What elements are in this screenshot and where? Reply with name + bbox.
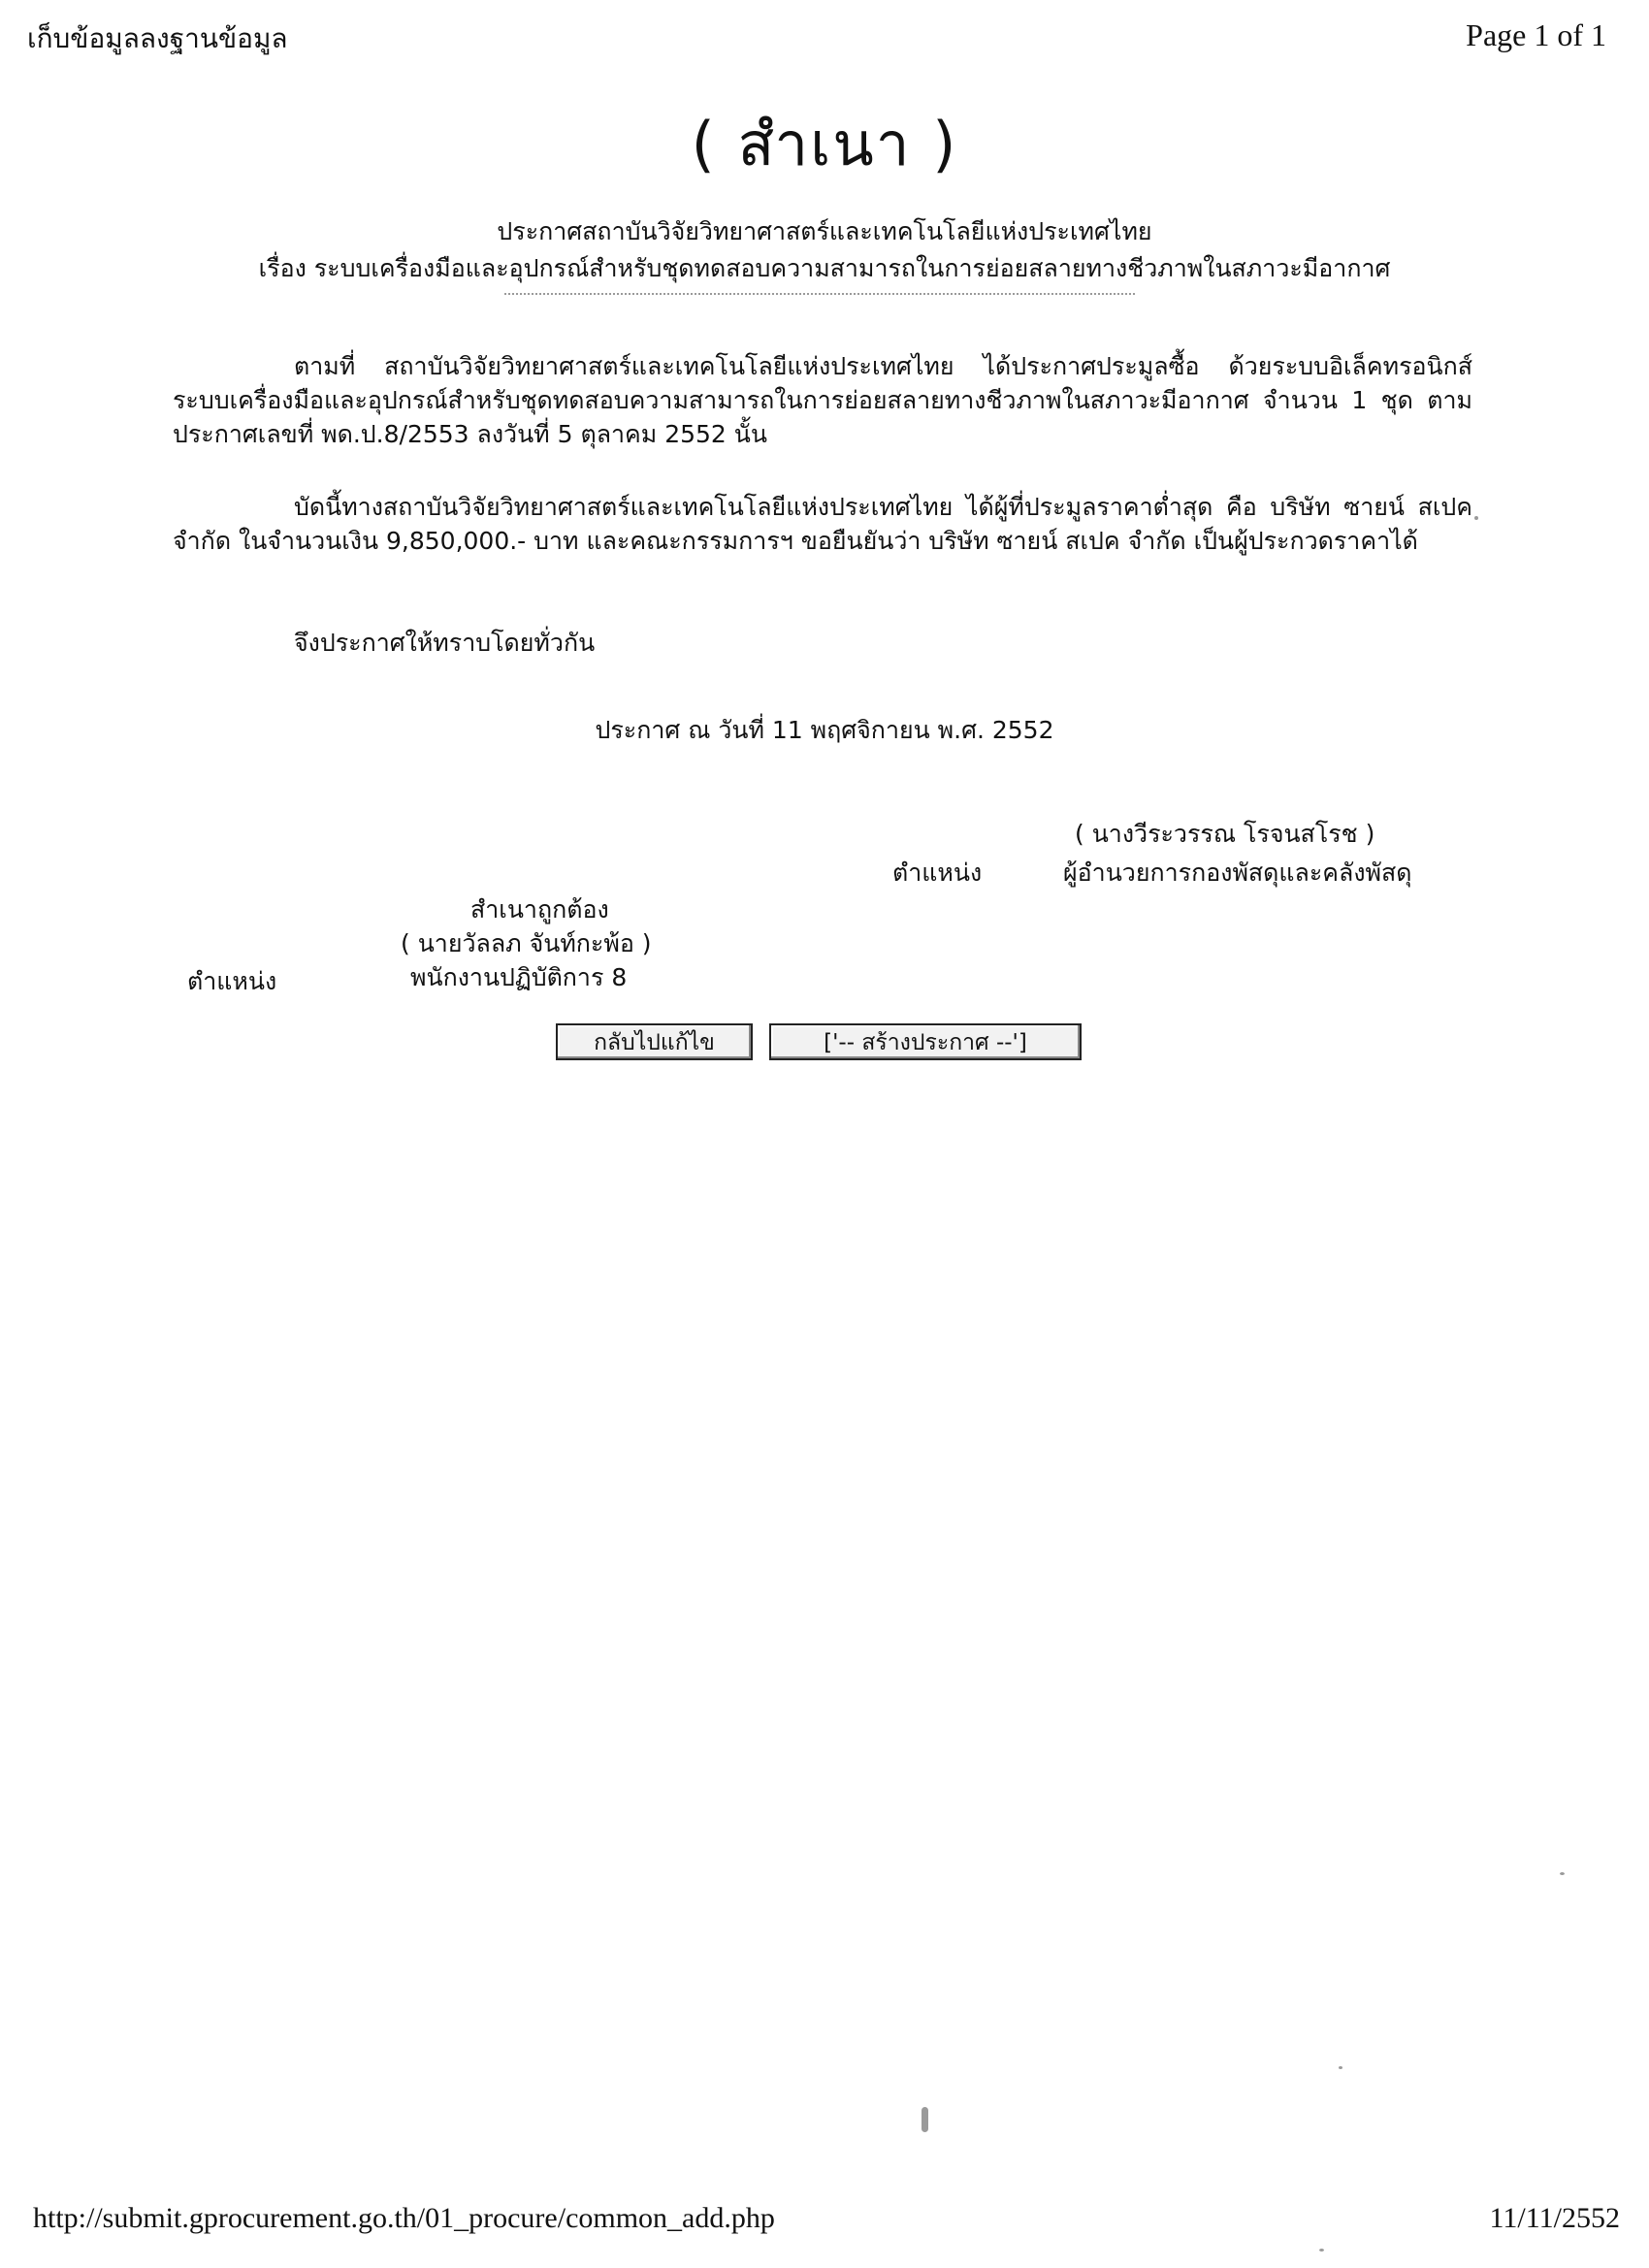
announcement-title (0, 213, 1649, 287)
certified-copy-label: สำเนาถูกต้อง (470, 895, 609, 923)
certifier-name: ( นายวัลลภ จันท์กะพ้อ ) (401, 929, 652, 957)
scan-speck (1319, 2249, 1324, 2252)
print-header-title: เก็บข้อมูลลงฐานข้อมูล (27, 22, 288, 54)
print-header-page: Page 1 of 1 (1466, 17, 1606, 52)
body-paragraph-3: จึงประกาศให้ทราบโดยทั่วกัน (294, 629, 596, 657)
certifier-position: พนักงานปฏิบัติการ 8 (410, 963, 628, 991)
body-paragraph-2: บัดนี้ทางสถาบันวิจัยวิทยาศาสตร์และเทคโนโลยีแห่งประเทศไทย ได้ผู้ที่ประมูลราคาต่ำสุด คือ บริษัท ซายน์ สเปค จำกัด ในจำนวนเงิน 9,850,000.- บาท และคณะกรรมการฯ ขอยืนยันว่า บริษัท ซายน์ สเปค จำกัด เป็นผู้ประกวดราคาได้ (173, 493, 1472, 555)
announcement-title-line1: ประกาศสถาบันวิจัยวิทยาศาสตร์และเทคโนโลยีแห่งประเทศไทย (497, 217, 1152, 245)
scan-speck (1560, 1872, 1565, 1875)
print-footer-date: 11/11/2552 (1489, 2202, 1620, 2234)
create-announcement-button[interactable]: ['-- สร้างประกาศ --'] (769, 1023, 1082, 1060)
signer-position-label: ตำแหน่ง (892, 859, 983, 887)
announcement-title-line2: เรื่อง ระบบเครื่องมือและอุปกรณ์สำหรับชุดทดสอบความสามารถในการย่อยสลายทางชีวภาพในสภาวะมีอากาศ (258, 254, 1391, 282)
scan-speck (922, 2107, 928, 2132)
scan-speck (1339, 2066, 1342, 2069)
signer-name: ( นางวีระวรรณ โรจนสโรช ) (1075, 820, 1375, 848)
announcement-date: ประกาศ ณ วันที่ 11 พฤศจิกายน พ.ศ. 2552 (595, 716, 1054, 744)
back-to-edit-button[interactable]: กลับไปแก้ไข (556, 1023, 753, 1060)
certifier-position-label: ตำแหน่ง (187, 967, 277, 995)
scan-speck (1474, 516, 1478, 520)
signer-position: ผู้อำนวยการกองพัสดุและคลังพัสดุ (1063, 859, 1412, 887)
copy-stamp: ( สำเนา ) (691, 109, 958, 179)
print-footer-url: http://submit.gprocurement.go.th/01_procure/common_add.php (33, 2202, 775, 2234)
title-divider (504, 293, 1135, 295)
body-paragraph-1: ตามที่ สถาบันวิจัยวิทยาศาสตร์และเทคโนโลยีแห่งประเทศไทย ได้ประกาศประมูลซื้อ ด้วยระบบอิเล็คทรอนิกส์ ระบบเครื่องมือและอุปกรณ์สำหรับชุดทดสอบความสามารถในการย่อยสลายทางชีวภาพในสภาวะมีอากาศ จำนวน 1 ชุด ตามประกาศเลขที่ พด.ป.8/2553 ลงวันที่ 5 ตุลาคม 2552 นั้น (173, 352, 1472, 448)
